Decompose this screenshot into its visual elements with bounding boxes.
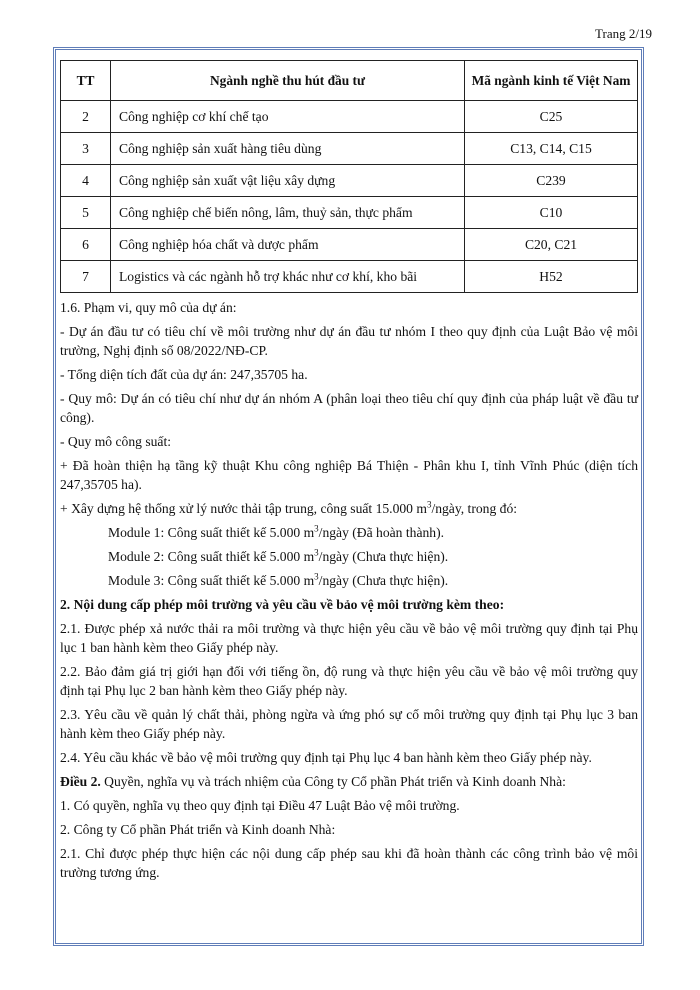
cell-industry: Công nghiệp sản xuất hàng tiêu dùng bbox=[111, 133, 465, 165]
paragraph-wastewater-system: + Xây dựng hệ thống xử lý nước thải tập trung, công suất 15.000 $m^3$/ngày, trong đó: bbox=[60, 499, 518, 516]
cell-tt: 7 bbox=[61, 261, 111, 293]
table-row bbox=[61, 101, 638, 133]
header-code: Mã ngành kinh tế Việt Nam bbox=[465, 61, 638, 101]
cell-code: C20, C21 bbox=[465, 229, 638, 261]
paragraph-rights-2: 2. Công ty Cổ phần Phát triển và Kinh doanh Nhà: bbox=[60, 822, 336, 837]
paragraph-2-4: 2.4. Yêu cầu khác về bảo vệ môi trường quy định tại Phụ lục 4 ban hành kèm theo Giấy phép này. bbox=[60, 750, 592, 765]
cell-industry: Công nghiệp cơ khí chế tạo bbox=[111, 101, 465, 133]
paragraph-scale: - Quy mô: Dự án có tiêu chí như dự án nhóm A (phân loại theo tiêu chí quy định của pháp luật về đầu tư công). bbox=[60, 391, 638, 425]
module-3: Module 3: Công suất thiết kế 5.000 $m^3$/ngày (Chưa thực hiện). bbox=[108, 571, 449, 588]
cell-industry: Công nghiệp hóa chất và dược phẩm bbox=[111, 229, 465, 261]
header-industry: Ngành nghề thu hút đầu tư bbox=[111, 61, 465, 101]
cell-code: C239 bbox=[465, 165, 638, 197]
industry-table bbox=[60, 60, 638, 293]
document-content bbox=[60, 60, 638, 882]
paragraph-rights-2-1: 2.1. Chỉ được phép thực hiện các nội dung cấp phép sau khi đã hoàn thành các công trình bảo vệ môi trường tương ứng. bbox=[60, 846, 638, 880]
cell-tt: 6 bbox=[61, 229, 111, 261]
table-row bbox=[61, 165, 638, 197]
module-1: Module 1: Công suất thiết kế 5.000 $m^3$/ngày (Đã hoàn thành). bbox=[108, 523, 444, 540]
table-row bbox=[61, 229, 638, 261]
cell-industry: Logistics và các ngành hỗ trợ khác như cơ khí, kho bãi bbox=[111, 261, 465, 293]
table-row bbox=[61, 133, 638, 165]
cell-code: H52 bbox=[465, 261, 638, 293]
table-row bbox=[61, 261, 638, 293]
cell-code: C10 bbox=[465, 197, 638, 229]
header-tt: TT bbox=[61, 61, 111, 101]
cell-tt: 4 bbox=[61, 165, 111, 197]
paragraph-project-group: - Dự án đầu tư có tiêu chí về môi trường như dự án đầu tư nhóm I theo quy định của Luật Bảo vệ môi trường, Nghị định số 08/2022/NĐ-CP. bbox=[60, 324, 638, 358]
paragraph-2-3: 2.3. Yêu cầu về quản lý chất thải, phòng ngừa và ứng phó sự cố môi trường quy định tại Phụ lục 3 ban hành kèm theo Giấy phép này. bbox=[60, 707, 638, 741]
cell-industry: Công nghiệp chế biến nông, lâm, thuỷ sản, thực phẩm bbox=[111, 197, 465, 229]
cell-tt: 3 bbox=[61, 133, 111, 165]
cell-tt: 5 bbox=[61, 197, 111, 229]
section-1-6-heading: 1.6. Phạm vi, quy mô của dự án: bbox=[60, 300, 237, 315]
paragraph-total-area: - Tổng diện tích đất của dự án: 247,35705 ha. bbox=[60, 367, 308, 382]
article-2-heading: Điều 2. Quyền, nghĩa vụ và trách nhiệm của Công ty Cổ phần Phát triển và Kinh doanh Nhà: bbox=[60, 774, 566, 789]
table-header-row bbox=[61, 61, 638, 101]
cell-code: C13, C14, C15 bbox=[465, 133, 638, 165]
section-2-heading: 2. Nội dung cấp phép môi trường và yêu cầu về bảo vệ môi trường kèm theo: bbox=[60, 597, 505, 612]
paragraph-2-2: 2.2. Bảo đảm giá trị giới hạn đối với tiếng ồn, độ rung và thực hiện yêu cầu về bảo vệ môi trường quy định tại Phụ lục 2 ban hành kèm theo Giấy phép này. bbox=[60, 664, 638, 698]
cell-industry: Công nghiệp sản xuất vật liệu xây dựng bbox=[111, 165, 465, 197]
module-2: Module 2: Công suất thiết kế 5.000 $m^3$/ngày (Chưa thực hiện). bbox=[108, 547, 449, 564]
paragraph-capacity-heading: - Quy mô công suất: bbox=[60, 434, 172, 449]
page-number: Trang 2/19 bbox=[595, 26, 652, 41]
paragraph-2-1: 2.1. Được phép xả nước thải ra môi trường và thực hiện yêu cầu về bảo vệ môi trường quy định tại Phụ lục 1 ban hành kèm theo Giấy phép này. bbox=[60, 621, 638, 655]
cell-code: C25 bbox=[465, 101, 638, 133]
table-row bbox=[61, 197, 638, 229]
paragraph-infrastructure: + Đã hoàn thiện hạ tầng kỹ thuật Khu công nghiệp Bá Thiện - Phân khu I, tỉnh Vĩnh Phúc (diện tích 247,35705 ha). bbox=[60, 458, 638, 492]
cell-tt: 2 bbox=[61, 101, 111, 133]
paragraph-rights-1: 1. Có quyền, nghĩa vụ theo quy định tại Điều 47 Luật Bảo vệ môi trường. bbox=[60, 798, 460, 813]
